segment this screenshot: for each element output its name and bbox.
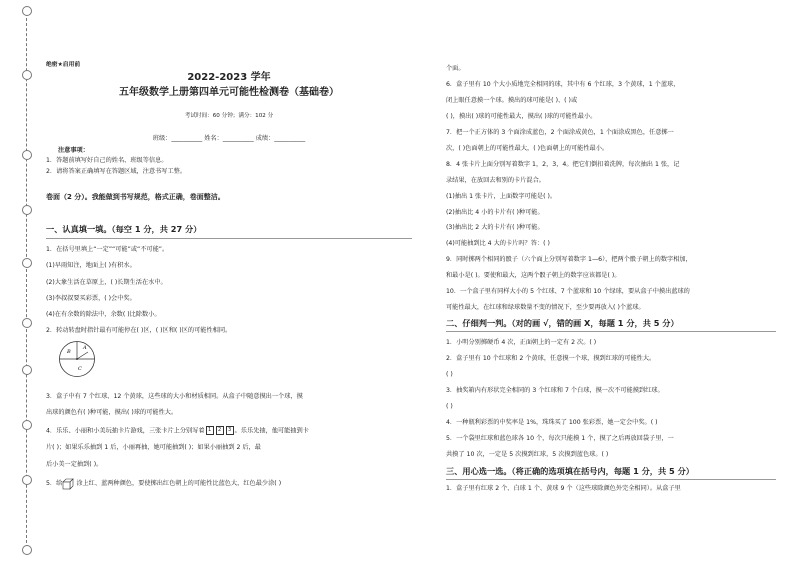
binding-hole-icon (22, 420, 32, 430)
section-divider (446, 479, 776, 480)
judge-item: 1．小明分别掷硬币 4 次，正面朝上的一定有 2 次。( ) (446, 339, 597, 346)
question-6-line3: ( )，摸出( )球的可能性最大，摸出( )球的可能性最小。 (446, 113, 597, 120)
judge-item: 3．抽奖箱内有形状完全相同的 3 个红球和 7 个白球，摸一次不可能摸到红球。 (446, 387, 664, 394)
question-2: 2．转动转盘时指针最有可能停在( )区，( )区和( )区的可能性相同。 (46, 327, 232, 334)
section-2-heading: 二、仔细判一判。（对的画 √，错的画 X，每题 1 分，共 5 分） (446, 318, 679, 328)
question-9-line2: 和最小是( )。要使和最大，这两个骰子朝上的数字应该都是( )。 (446, 272, 621, 279)
question-4-line3: 后小美一定抽到( )。 (46, 461, 103, 468)
spinner-label-b: B (67, 349, 71, 355)
binding-dashed-line (26, 8, 27, 553)
judge-item: 共摸了 10 次，一定是 5 次摸到红球，5 次摸到蓝色球。( ) (446, 451, 609, 458)
question-1-item: (1)早雨知注，地面上( )有积水。 (46, 262, 136, 269)
binding-hole-icon (22, 318, 32, 328)
question-1-item: (4)在有余数的除法中，余数( )比除数小。 (46, 311, 161, 318)
judge-item: 4．一种瓶利彩票的中奖率是 1%，珠珠买了 100 张彩票，她一定会中奖。( ) (446, 419, 658, 426)
choice-question-1: 1．盒子里有红球 2 个、白球 1 个、黄球 9 个（这些球除颜色外完全相同）。从盒子里 (446, 485, 681, 492)
question-10-line2: 可能性最大，在红球和绿球数量不变的情况下，至少要再放入( )个蓝球。 (446, 304, 645, 311)
judge-item: ( ) (446, 371, 453, 378)
question-7-line1: 7．把一个正方体的 3 个面涂成蓝色，2 个面涂成黄色，1 个面涂成黑色，任意掷一 (446, 129, 674, 136)
judge-item: ( ) (446, 403, 453, 410)
notes-heading: 注意事项： (58, 147, 89, 154)
card-icon: 1 (206, 426, 214, 435)
neatness-instruction: 卷面（2 分）。我能做到书写规范，格式正确，卷面整洁。 (46, 193, 225, 201)
binding-hole-icon (22, 6, 32, 16)
judge-item: 2．盒子里有 10 个红球和 2 个黄球，任意摸一个球，摸到红球的可能性大。 (446, 355, 656, 362)
note-item: 2．请将答案正确填写在答题区域，注意书写工整。 (46, 168, 187, 175)
question-5-end: 个面。 (446, 65, 465, 72)
binding-hole-icon (22, 70, 32, 80)
card-icon: 3 (226, 426, 234, 435)
question-3-line1: 3．盒子中有 7 个红球、12 个黄球，这些球的大小和材质相同。从盒子中随意摸出一个球，摸 (46, 393, 303, 400)
secret-label: 绝密★启用前 (46, 62, 81, 68)
question-8-line1: 8．4 张卡片上面分别写着数字 1，2，3，4。把它们倒扣着洗牌，每次抽出 1 张，记 (446, 161, 680, 168)
card-icon: 2 (216, 426, 224, 435)
question-10-line1: 10．一个盒子里有同样大小的 5 个红球、7 个蓝球和 10 个绿球，要从盒子中摸出蓝球的 (446, 288, 690, 295)
binding-hole-icon (22, 258, 32, 268)
question-3-line2: 出球的颜色有( )种可能，摸出( )球的可能性大。 (46, 409, 178, 416)
question-8-item: (1)抽出 1 张卡片，上面数字可能是( )。 (446, 193, 557, 200)
question-4-line2: 片( )；如果乐乐抽到 1 后，小丽再抽，她可能抽到( )；如果小丽抽到 2 后，最 (46, 444, 261, 451)
binding-margin (20, 0, 34, 561)
time-score: 考试时间：60 分钟；满分：102 分 (184, 113, 274, 119)
binding-hole-icon (22, 150, 32, 160)
binding-hole-icon (22, 365, 32, 375)
cube-icon (62, 478, 74, 490)
question-4-line1: 4．乐乐、小丽和小美玩抽卡片游戏，三张卡片上分别写着 1 2 3 。乐乐先抽，他可能抽到卡 (46, 427, 309, 435)
spinner-label-a: A (83, 345, 87, 351)
section-3-heading: 三、用心选一选。（将正确的选项填在括号内，每题 1 分，共 5 分） (446, 466, 694, 476)
note-item: 1．答题前填写好自己的姓名、班级等信息。 (46, 157, 168, 164)
student-info-fields: 班级：__________ 姓名：__________ 成绩：__________ (152, 135, 306, 142)
section-divider (46, 238, 412, 239)
question-8-line2: 录结果，在放回去和别的卡片混合。 (446, 177, 545, 184)
binding-hole-icon (22, 205, 32, 215)
question-6-line2: 闭上眼任意摸一个球。摸出的球可能是( )、( )或 (446, 97, 578, 104)
binding-hole-icon (22, 545, 32, 555)
page-title: 五年级数学上册第四单元可能性检测卷（基础卷） (119, 87, 339, 98)
question-1-item: (3)李叔叔要买彩票，( )会中奖。 (46, 295, 136, 302)
section-1-heading: 一、认真填一填。（每空 1 分，共 27 分） (46, 224, 202, 234)
judge-item: 5．一个袋里红球和蓝色球各 10 个，每次只能摸 1 个，摸了之后再放回袋子里，一 (446, 435, 674, 442)
question-6-line1: 6．盒子里有 10 个大小质地完全相同的球，其中有 6 个红球，3 个黄球，1 个蓝球， (446, 81, 680, 88)
binding-hole-icon (22, 475, 32, 485)
question-5: 5．给 涂上红、蓝两种颜色，要使掷出红色朝上的可能性比蓝色大，红色最少涂( ) (46, 480, 282, 487)
question-8-item: (4)可能抽到比 4 大的卡片吗？答：( ) (446, 240, 550, 247)
section-divider (446, 331, 776, 332)
school-year: 2022-2023 学年 (187, 72, 271, 83)
question-1: 1．在括号里填上“一定”“可能”或“不可能”。 (46, 246, 169, 253)
question-7-line2: 次，( )色面朝上的可能性最大，( )色面朝上的可能性最小。 (446, 145, 609, 152)
question-8-item: (2)抽出比 4 小的卡片有( )种可能。 (446, 209, 544, 216)
spinner-label-c: C (78, 366, 82, 372)
question-8-item: (3)抽出比 2 大的卡片有( )种可能。 (446, 224, 544, 231)
question-9-line1: 9．同时掷两个相同的骰子（六个面上分别写着数字 1—6），把两个骰子朝上的数字相加， (446, 256, 692, 263)
question-1-item: (2)大象生活在草原上，( )长期生活在水中。 (46, 279, 167, 286)
spinner-figure (58, 340, 96, 378)
